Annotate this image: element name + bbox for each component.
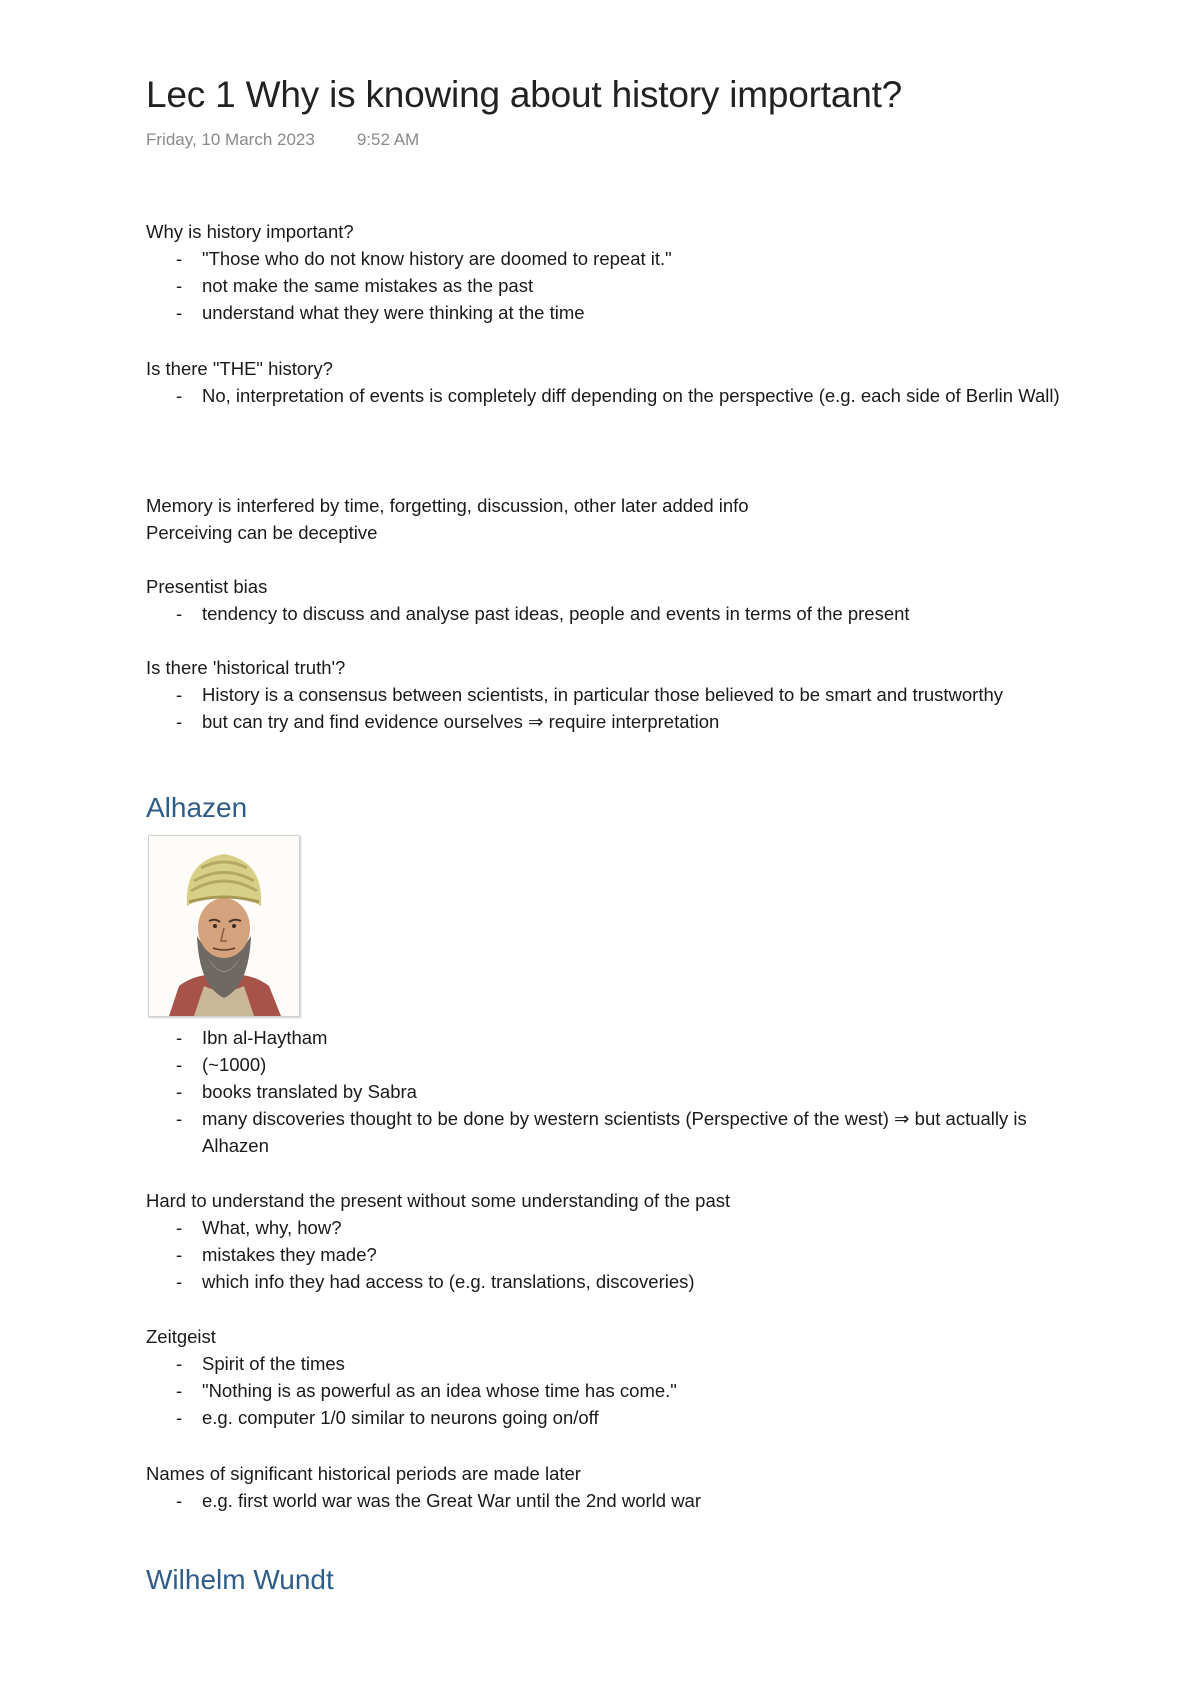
section-heading: Zeitgeist xyxy=(146,1326,216,1347)
bullet-list xyxy=(146,681,1086,735)
list-item: - e.g. computer 1/0 similar to neurons going on/off xyxy=(176,1404,1086,1431)
bullet-list xyxy=(146,1024,1086,1159)
list-item: - "Those who do not know history are doomed to repeat it." xyxy=(176,245,1086,272)
section-memory xyxy=(146,492,1086,546)
page-time: 9:52 AM xyxy=(356,130,420,149)
bullet-list xyxy=(146,245,1086,326)
heading-wilhelm-wundt: Wilhelm Wundt xyxy=(146,1564,334,1595)
heading-alhazen: Alhazen xyxy=(146,792,248,823)
section-heading: Presentist bias xyxy=(146,576,268,597)
list-item: - many discoveries thought to be done by western scientists (Perspective of the west) ⇒ but actually is Alhazen xyxy=(176,1105,1086,1159)
page-timestamp xyxy=(146,130,419,150)
section-historical-truth xyxy=(146,654,1086,735)
section-zeitgeist xyxy=(146,1323,1086,1431)
list-item: - "Nothing is as powerful as an idea whose time has come." xyxy=(176,1377,1086,1404)
section-heading: Is there "THE" history? xyxy=(146,358,333,379)
list-item: - e.g. first world war was the Great War until the 2nd world war xyxy=(176,1487,1086,1514)
alhazen-portrait-image xyxy=(148,835,300,1017)
section-period-names xyxy=(146,1460,1086,1514)
text-line: Perceiving can be deceptive xyxy=(146,522,378,543)
list-item: - books translated by Sabra xyxy=(176,1078,1086,1105)
section-heading: Names of significant historical periods are made later xyxy=(146,1463,581,1484)
section-why-history xyxy=(146,218,1086,326)
section-presentist-bias xyxy=(146,573,1086,627)
list-item: - not make the same mistakes as the past xyxy=(176,272,1086,299)
list-item: - Spirit of the times xyxy=(176,1350,1086,1377)
bullet-list xyxy=(146,1214,1086,1295)
section-present-past xyxy=(146,1187,1086,1295)
bullet-list xyxy=(146,1487,1086,1514)
list-item: - understand what they were thinking at the time xyxy=(176,299,1086,326)
section-alhazen xyxy=(146,1024,1086,1159)
list-item: - tendency to discuss and analyse past ideas, people and events in terms of the present xyxy=(176,600,1086,627)
bullet-list xyxy=(146,1350,1086,1431)
list-item: - mistakes they made? xyxy=(176,1241,1086,1268)
list-item: - Ibn al-Haytham xyxy=(176,1024,1086,1051)
bullet-list xyxy=(146,382,1086,409)
list-item: - but can try and find evidence ourselves ⇒ require interpretation xyxy=(176,708,1086,735)
list-item: - No, interpretation of events is completely diff depending on the perspective (e.g. each side of Berlin Wall) xyxy=(176,382,1086,409)
section-the-history xyxy=(146,355,1086,409)
list-item: - History is a consensus between scientists, in particular those believed to be smart and trustworthy xyxy=(176,681,1086,708)
section-heading: Why is history important? xyxy=(146,221,354,242)
list-item: - which info they had access to (e.g. translations, discoveries) xyxy=(176,1268,1086,1295)
list-item: - What, why, how? xyxy=(176,1214,1086,1241)
text-line: Memory is interfered by time, forgetting, discussion, other later added info xyxy=(146,495,749,516)
list-item: - (~1000) xyxy=(176,1051,1086,1078)
section-heading: Hard to understand the present without some understanding of the past xyxy=(146,1190,731,1211)
page-title: Lec 1 Why is knowing about history important? xyxy=(146,74,903,115)
bullet-list xyxy=(146,600,1086,627)
page-date: Friday, 10 March 2023 xyxy=(146,130,315,149)
section-heading: Is there 'historical truth'? xyxy=(146,657,346,678)
